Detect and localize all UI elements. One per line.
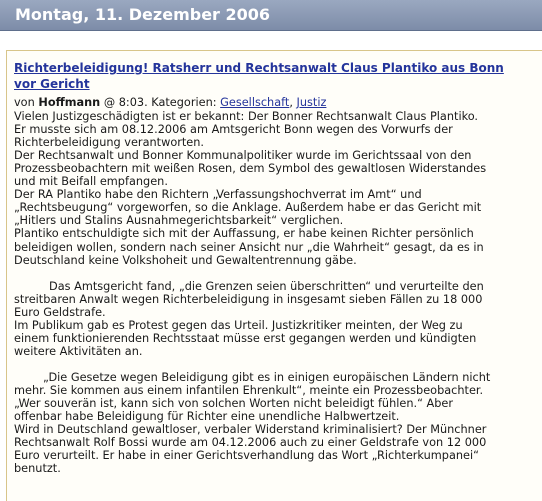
paragraph-gap <box>14 267 542 280</box>
paragraph-gap <box>14 358 542 371</box>
text-line: Im Publikum gab es Protest gegen das Urteil. Justizkritiker meinten, der Weg zu <box>14 318 463 332</box>
text-line: beleidigen wollen, sondern nach seiner Ansicht nur „die Wahrheit“ gesagt, da es in <box>14 240 484 254</box>
text-line: „Wer souverän ist, kann sich von solchen Worten nicht beleidigt fühlen.“ Aber <box>14 396 454 410</box>
post-title-link[interactable]: Richterbeleidigung! Ratsherr und Rechtsanwalt Claus Plantiko aus Bonn vor Gericht <box>14 61 504 91</box>
text-line: Euro Geldstrafe. <box>14 305 106 319</box>
post-author: Hoffmann <box>38 96 101 109</box>
date-header <box>0 0 542 31</box>
text-line: Plantiko entschuldigte sich mit der Auffassung, er habe keinen Richter persönlich <box>14 227 474 241</box>
text-line: einem funktionierenden Rechtsstaat müsse erst gegangen werden und kündigten <box>14 331 477 345</box>
paragraph-2 <box>14 280 542 358</box>
text-line: benutzt. <box>14 462 61 476</box>
paragraph-1 <box>14 110 542 267</box>
text-line: Der RA Plantiko habe den Richtern „Verfassungshochverrat im Amt“ und <box>14 188 422 202</box>
text-line: Prozessbeobachtern mit weißen Rosen, dem Symbol des gewaltlosen Widerstandes <box>14 162 487 176</box>
category-link-justiz[interactable]: Justiz <box>296 96 327 109</box>
text-line: mehr. Sie kommen aus einem infantilen Ehrenkult“, meinte ein Prozessbeobachter. <box>14 383 484 397</box>
meta-by: von <box>14 96 35 109</box>
text-line: Euro verurteilt. Er habe in einer Gerichtsverhandlung das Wort „Richterkumpanei“ <box>14 449 479 463</box>
text-line: Er musste sich am 08.12.2006 am Amtsgericht Bonn wegen des Vorwurfs der <box>14 123 453 137</box>
paragraph-3 <box>14 371 542 475</box>
text-line: Deutschland keine Volkshoheit und Gewaltentrennung gäbe. <box>14 253 357 267</box>
text-line: „Hitlers und Stalins Ausnahmegerichtsbarkeit“ verglichen. <box>14 214 344 228</box>
text-line: Wird in Deutschland gewaltloser, verbaler Widerstand kriminalisiert? Der Münchner <box>14 423 487 437</box>
text-line: Richterbeleidigung verantworten. <box>14 136 205 150</box>
text-line: offenbar habe Beleidigung für Richter eine unendliche Halbwertzeit. <box>14 410 400 424</box>
category-link-gesellschaft[interactable]: Gesellschaft <box>220 96 290 109</box>
text-line: und mit Beifall empfangen. <box>14 175 168 189</box>
category-separator: , <box>289 96 293 109</box>
text-line: Das Amtsgericht fand, „die Grenzen seien überschritten“ und verurteilte den <box>49 279 484 293</box>
post-time: @ 8:03. Kategorien: <box>103 96 217 109</box>
post-content <box>14 60 542 475</box>
post-meta <box>14 96 542 109</box>
text-line: weitere Aktivitäten an. <box>14 344 143 358</box>
text-line: „Rechtsbeugung“ vorgeworfen, so die Anklage. Außerdem habe er das Gericht mit <box>14 201 482 215</box>
text-line: „Die Gesetze wegen Beleidigung gibt es in einigen europäischen Ländern nicht <box>43 370 491 384</box>
text-line: streitbaren Anwalt wegen Richterbeleidigung in insgesamt sieben Fällen zu 18 000 <box>14 292 483 306</box>
text-line: Rechtsanwalt Rolf Bossi wurde am 04.12.2006 auch zu einer Geldstrafe von 12 000 <box>14 436 487 450</box>
date-heading: Montag, 11. Dezember 2006 <box>15 5 271 24</box>
text-line: Vielen Justizgeschädigten ist er bekannt: Der Bonner Rechtsanwalt Claus Plantiko. <box>14 110 479 124</box>
text-line: Der Rechtsanwalt und Bonner Kommunalpolitiker wurde im Gerichtssaal von den <box>14 149 472 163</box>
